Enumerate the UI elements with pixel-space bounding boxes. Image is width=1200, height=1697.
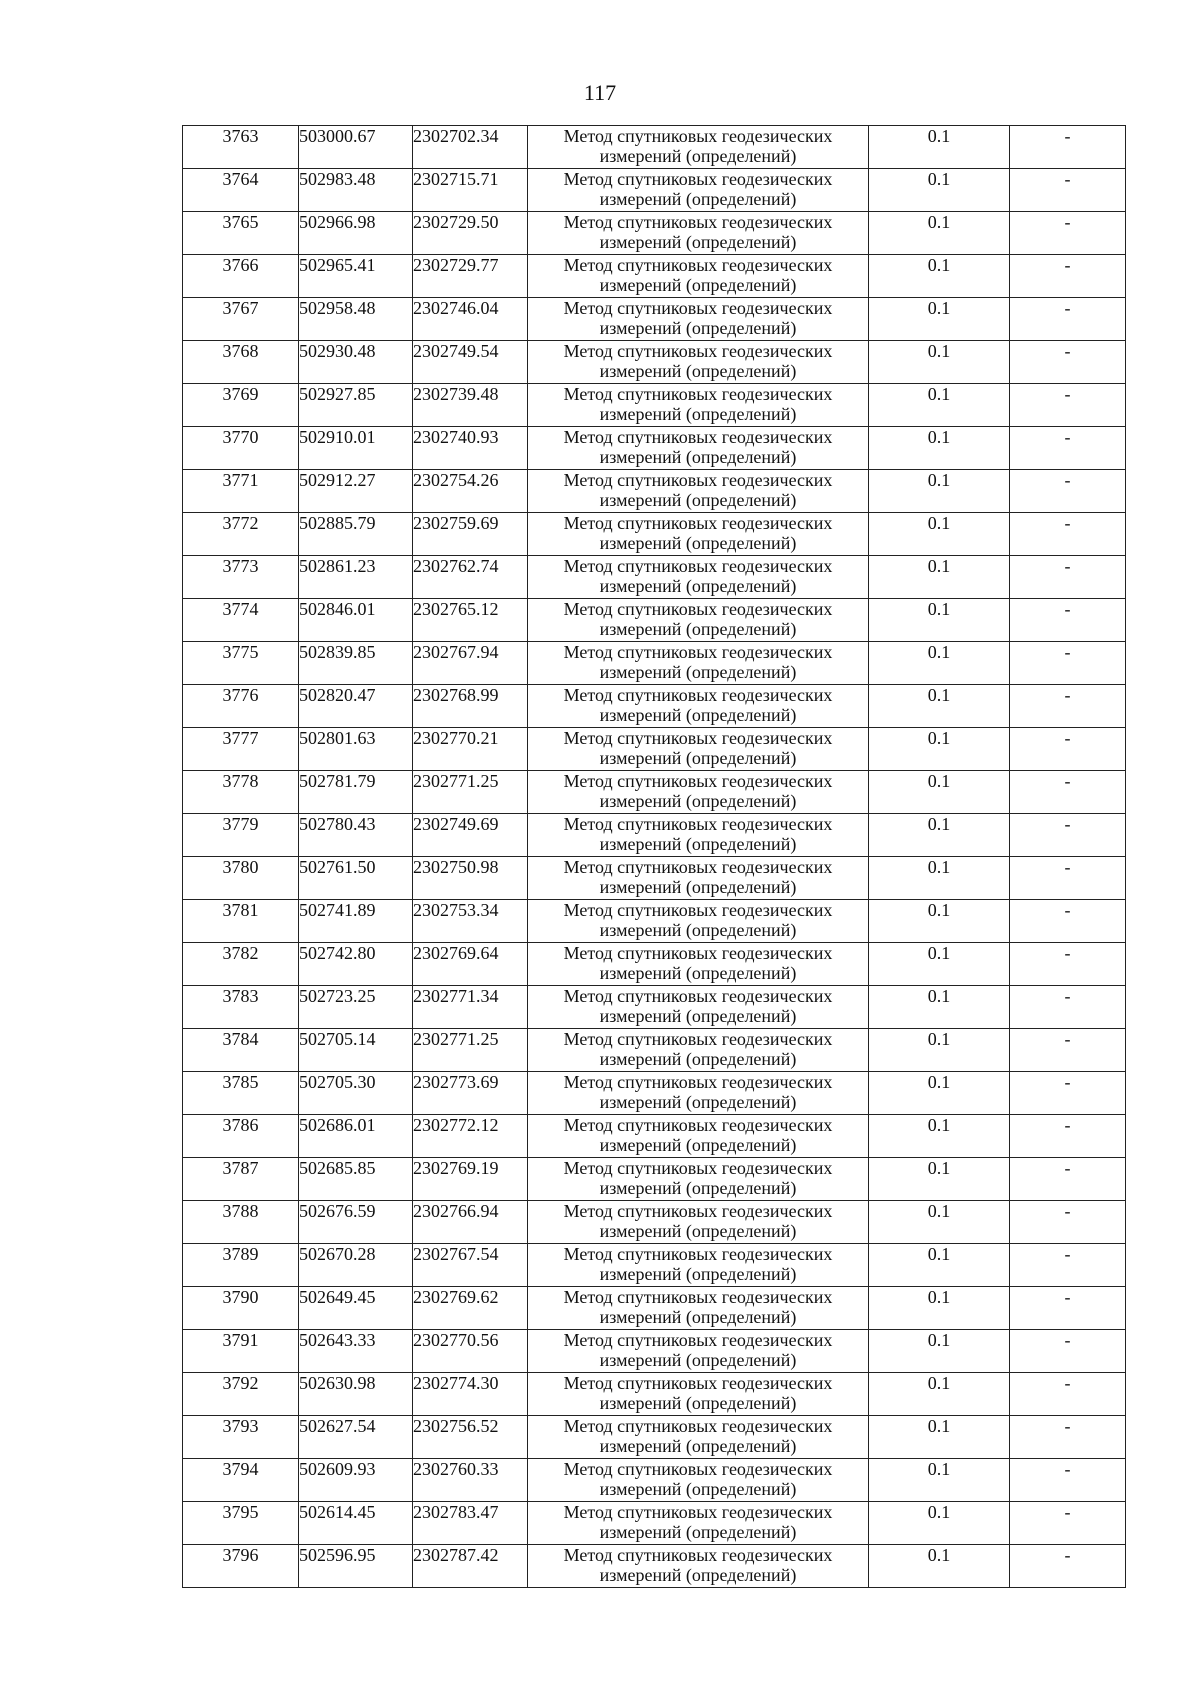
table-row [183, 1201, 1126, 1244]
point-number-cell: 3779 [183, 814, 299, 857]
table-row [183, 1158, 1126, 1201]
x-coordinate-cell: 502649.45 [299, 1287, 413, 1330]
x-coordinate-cell: 502686.01 [299, 1115, 413, 1158]
table-row [183, 556, 1126, 599]
y-coordinate-cell: 2302783.47 [413, 1502, 528, 1545]
table-row [183, 943, 1126, 986]
method-cell: Метод спутниковых геодезических измерений (определений) [528, 384, 869, 427]
method-cell: Метод спутниковых геодезических измерений (определений) [528, 986, 869, 1029]
table-row [183, 341, 1126, 384]
x-coordinate-cell: 502780.43 [299, 814, 413, 857]
method-cell: Метод спутниковых геодезических измерений (определений) [528, 1373, 869, 1416]
description-cell: - [1010, 1029, 1126, 1072]
x-coordinate-cell: 502741.89 [299, 900, 413, 943]
description-cell: - [1010, 1072, 1126, 1115]
y-coordinate-cell: 2302702.34 [413, 126, 528, 169]
y-coordinate-cell: 2302769.64 [413, 943, 528, 986]
method-cell: Метод спутниковых геодезических измерений (определений) [528, 1244, 869, 1287]
y-coordinate-cell: 2302760.33 [413, 1459, 528, 1502]
method-cell: Метод спутниковых геодезических измерений (определений) [528, 1029, 869, 1072]
description-cell: - [1010, 728, 1126, 771]
table-row [183, 1330, 1126, 1373]
point-number-cell: 3764 [183, 169, 299, 212]
accuracy-cell: 0.1 [869, 513, 1010, 556]
accuracy-cell: 0.1 [869, 212, 1010, 255]
x-coordinate-cell: 502670.28 [299, 1244, 413, 1287]
accuracy-cell: 0.1 [869, 814, 1010, 857]
x-coordinate-cell: 502885.79 [299, 513, 413, 556]
method-cell: Метод спутниковых геодезических измерений (определений) [528, 169, 869, 212]
x-coordinate-cell: 502630.98 [299, 1373, 413, 1416]
x-coordinate-cell: 502820.47 [299, 685, 413, 728]
point-number-cell: 3769 [183, 384, 299, 427]
description-cell: - [1010, 470, 1126, 513]
y-coordinate-cell: 2302774.30 [413, 1373, 528, 1416]
point-number-cell: 3796 [183, 1545, 299, 1588]
method-cell: Метод спутниковых геодезических измерений (определений) [528, 1201, 869, 1244]
y-coordinate-cell: 2302756.52 [413, 1416, 528, 1459]
table-body [183, 126, 1126, 1588]
y-coordinate-cell: 2302767.54 [413, 1244, 528, 1287]
accuracy-cell: 0.1 [869, 1201, 1010, 1244]
point-number-cell: 3778 [183, 771, 299, 814]
accuracy-cell: 0.1 [869, 599, 1010, 642]
accuracy-cell: 0.1 [869, 1416, 1010, 1459]
method-cell: Метод спутниковых геодезических измерений (определений) [528, 943, 869, 986]
accuracy-cell: 0.1 [869, 900, 1010, 943]
point-number-cell: 3787 [183, 1158, 299, 1201]
method-cell: Метод спутниковых геодезических измерений (определений) [528, 1287, 869, 1330]
x-coordinate-cell: 502958.48 [299, 298, 413, 341]
description-cell: - [1010, 1115, 1126, 1158]
y-coordinate-cell: 2302769.19 [413, 1158, 528, 1201]
method-cell: Метод спутниковых геодезических измерений (определений) [528, 857, 869, 900]
x-coordinate-cell: 502846.01 [299, 599, 413, 642]
x-coordinate-cell: 502643.33 [299, 1330, 413, 1373]
method-cell: Метод спутниковых геодезических измерений (определений) [528, 728, 869, 771]
description-cell: - [1010, 384, 1126, 427]
table-row [183, 685, 1126, 728]
description-cell: - [1010, 1459, 1126, 1502]
accuracy-cell: 0.1 [869, 1330, 1010, 1373]
x-coordinate-cell: 502781.79 [299, 771, 413, 814]
accuracy-cell: 0.1 [869, 1029, 1010, 1072]
point-number-cell: 3763 [183, 126, 299, 169]
table-row [183, 857, 1126, 900]
y-coordinate-cell: 2302770.21 [413, 728, 528, 771]
x-coordinate-cell: 502927.85 [299, 384, 413, 427]
table-row [183, 1545, 1126, 1588]
accuracy-cell: 0.1 [869, 1244, 1010, 1287]
accuracy-cell: 0.1 [869, 986, 1010, 1029]
point-number-cell: 3777 [183, 728, 299, 771]
point-number-cell: 3766 [183, 255, 299, 298]
x-coordinate-cell: 502676.59 [299, 1201, 413, 1244]
y-coordinate-cell: 2302770.56 [413, 1330, 528, 1373]
method-cell: Метод спутниковых геодезических измерений (определений) [528, 1330, 869, 1373]
point-number-cell: 3772 [183, 513, 299, 556]
x-coordinate-cell: 502627.54 [299, 1416, 413, 1459]
table-row [183, 814, 1126, 857]
method-cell: Метод спутниковых геодезических измерений (определений) [528, 556, 869, 599]
description-cell: - [1010, 1158, 1126, 1201]
point-number-cell: 3785 [183, 1072, 299, 1115]
accuracy-cell: 0.1 [869, 1287, 1010, 1330]
description-cell: - [1010, 556, 1126, 599]
point-number-cell: 3765 [183, 212, 299, 255]
description-cell: - [1010, 642, 1126, 685]
description-cell: - [1010, 255, 1126, 298]
description-cell: - [1010, 986, 1126, 1029]
x-coordinate-cell: 502761.50 [299, 857, 413, 900]
y-coordinate-cell: 2302750.98 [413, 857, 528, 900]
accuracy-cell: 0.1 [869, 943, 1010, 986]
method-cell: Метод спутниковых геодезических измерений (определений) [528, 814, 869, 857]
description-cell: - [1010, 126, 1126, 169]
x-coordinate-cell: 502801.63 [299, 728, 413, 771]
x-coordinate-cell: 502861.23 [299, 556, 413, 599]
description-cell: - [1010, 685, 1126, 728]
accuracy-cell: 0.1 [869, 1115, 1010, 1158]
table-row [183, 1072, 1126, 1115]
point-number-cell: 3771 [183, 470, 299, 513]
point-number-cell: 3783 [183, 986, 299, 1029]
accuracy-cell: 0.1 [869, 685, 1010, 728]
accuracy-cell: 0.1 [869, 126, 1010, 169]
table-row [183, 212, 1126, 255]
method-cell: Метод спутниковых геодезических измерений (определений) [528, 1416, 869, 1459]
accuracy-cell: 0.1 [869, 1373, 1010, 1416]
table-row [183, 427, 1126, 470]
x-coordinate-cell: 502910.01 [299, 427, 413, 470]
table-row [183, 1115, 1126, 1158]
accuracy-cell: 0.1 [869, 771, 1010, 814]
table-row [183, 470, 1126, 513]
accuracy-cell: 0.1 [869, 1459, 1010, 1502]
x-coordinate-cell: 502723.25 [299, 986, 413, 1029]
method-cell: Метод спутниковых геодезических измерений (определений) [528, 1158, 869, 1201]
y-coordinate-cell: 2302765.12 [413, 599, 528, 642]
description-cell: - [1010, 1373, 1126, 1416]
accuracy-cell: 0.1 [869, 255, 1010, 298]
x-coordinate-cell: 502614.45 [299, 1502, 413, 1545]
accuracy-cell: 0.1 [869, 642, 1010, 685]
x-coordinate-cell: 502839.85 [299, 642, 413, 685]
table-row [183, 384, 1126, 427]
point-number-cell: 3786 [183, 1115, 299, 1158]
description-cell: - [1010, 513, 1126, 556]
x-coordinate-cell: 502685.85 [299, 1158, 413, 1201]
method-cell: Метод спутниковых геодезических измерений (определений) [528, 1072, 869, 1115]
table-row [183, 1244, 1126, 1287]
description-cell: - [1010, 857, 1126, 900]
accuracy-cell: 0.1 [869, 1545, 1010, 1588]
point-number-cell: 3774 [183, 599, 299, 642]
method-cell: Метод спутниковых геодезических измерений (определений) [528, 470, 869, 513]
point-number-cell: 3768 [183, 341, 299, 384]
description-cell: - [1010, 943, 1126, 986]
table-row [183, 900, 1126, 943]
description-cell: - [1010, 814, 1126, 857]
point-number-cell: 3788 [183, 1201, 299, 1244]
point-number-cell: 3776 [183, 685, 299, 728]
point-number-cell: 3773 [183, 556, 299, 599]
method-cell: Метод спутниковых геодезических измерений (определений) [528, 1115, 869, 1158]
description-cell: - [1010, 212, 1126, 255]
y-coordinate-cell: 2302740.93 [413, 427, 528, 470]
point-number-cell: 3775 [183, 642, 299, 685]
accuracy-cell: 0.1 [869, 1072, 1010, 1115]
point-number-cell: 3793 [183, 1416, 299, 1459]
point-number-cell: 3767 [183, 298, 299, 341]
y-coordinate-cell: 2302749.54 [413, 341, 528, 384]
description-cell: - [1010, 1330, 1126, 1373]
table-row [183, 255, 1126, 298]
accuracy-cell: 0.1 [869, 169, 1010, 212]
y-coordinate-cell: 2302715.71 [413, 169, 528, 212]
method-cell: Метод спутниковых геодезических измерений (определений) [528, 642, 869, 685]
point-number-cell: 3790 [183, 1287, 299, 1330]
point-number-cell: 3770 [183, 427, 299, 470]
y-coordinate-cell: 2302746.04 [413, 298, 528, 341]
accuracy-cell: 0.1 [869, 384, 1010, 427]
y-coordinate-cell: 2302771.25 [413, 771, 528, 814]
method-cell: Метод спутниковых геодезических измерений (определений) [528, 1545, 869, 1588]
description-cell: - [1010, 1502, 1126, 1545]
method-cell: Метод спутниковых геодезических измерений (определений) [528, 212, 869, 255]
x-coordinate-cell: 502705.30 [299, 1072, 413, 1115]
description-cell: - [1010, 599, 1126, 642]
table-row [183, 298, 1126, 341]
method-cell: Метод спутниковых геодезических измерений (определений) [528, 1459, 869, 1502]
description-cell: - [1010, 427, 1126, 470]
description-cell: - [1010, 298, 1126, 341]
accuracy-cell: 0.1 [869, 470, 1010, 513]
accuracy-cell: 0.1 [869, 1158, 1010, 1201]
y-coordinate-cell: 2302754.26 [413, 470, 528, 513]
x-coordinate-cell: 502930.48 [299, 341, 413, 384]
point-number-cell: 3780 [183, 857, 299, 900]
accuracy-cell: 0.1 [869, 1502, 1010, 1545]
description-cell: - [1010, 1201, 1126, 1244]
point-number-cell: 3781 [183, 900, 299, 943]
method-cell: Метод спутниковых геодезических измерений (определений) [528, 126, 869, 169]
x-coordinate-cell: 503000.67 [299, 126, 413, 169]
x-coordinate-cell: 502596.95 [299, 1545, 413, 1588]
point-number-cell: 3782 [183, 943, 299, 986]
y-coordinate-cell: 2302773.69 [413, 1072, 528, 1115]
table-row [183, 1416, 1126, 1459]
x-coordinate-cell: 502609.93 [299, 1459, 413, 1502]
y-coordinate-cell: 2302767.94 [413, 642, 528, 685]
method-cell: Метод спутниковых геодезических измерений (определений) [528, 255, 869, 298]
table-row [183, 986, 1126, 1029]
table-row [183, 771, 1126, 814]
table-row [183, 513, 1126, 556]
accuracy-cell: 0.1 [869, 728, 1010, 771]
y-coordinate-cell: 2302762.74 [413, 556, 528, 599]
table-row [183, 169, 1126, 212]
page-number: 117 [583, 80, 617, 105]
y-coordinate-cell: 2302772.12 [413, 1115, 528, 1158]
y-coordinate-cell: 2302771.25 [413, 1029, 528, 1072]
description-cell: - [1010, 771, 1126, 814]
point-number-cell: 3789 [183, 1244, 299, 1287]
x-coordinate-cell: 502912.27 [299, 470, 413, 513]
y-coordinate-cell: 2302769.62 [413, 1287, 528, 1330]
table-row [183, 1029, 1126, 1072]
x-coordinate-cell: 502742.80 [299, 943, 413, 986]
point-number-cell: 3794 [183, 1459, 299, 1502]
description-cell: - [1010, 1287, 1126, 1330]
description-cell: - [1010, 1244, 1126, 1287]
x-coordinate-cell: 502965.41 [299, 255, 413, 298]
table-row [183, 126, 1126, 169]
table-row [183, 1287, 1126, 1330]
method-cell: Метод спутниковых геодезических измерений (определений) [528, 685, 869, 728]
table-row [183, 599, 1126, 642]
method-cell: Метод спутниковых геодезических измерений (определений) [528, 341, 869, 384]
table-row [183, 728, 1126, 771]
y-coordinate-cell: 2302729.50 [413, 212, 528, 255]
description-cell: - [1010, 1416, 1126, 1459]
table-row [183, 642, 1126, 685]
y-coordinate-cell: 2302749.69 [413, 814, 528, 857]
method-cell: Метод спутниковых геодезических измерений (определений) [528, 427, 869, 470]
table-row [183, 1502, 1126, 1545]
x-coordinate-cell: 502966.98 [299, 212, 413, 255]
method-cell: Метод спутниковых геодезических измерений (определений) [528, 771, 869, 814]
method-cell: Метод спутниковых геодезических измерений (определений) [528, 1502, 869, 1545]
table-row [183, 1459, 1126, 1502]
accuracy-cell: 0.1 [869, 298, 1010, 341]
method-cell: Метод спутниковых геодезических измерений (определений) [528, 900, 869, 943]
y-coordinate-cell: 2302759.69 [413, 513, 528, 556]
method-cell: Метод спутниковых геодезических измерений (определений) [528, 599, 869, 642]
x-coordinate-cell: 502705.14 [299, 1029, 413, 1072]
y-coordinate-cell: 2302771.34 [413, 986, 528, 1029]
description-cell: - [1010, 341, 1126, 384]
description-cell: - [1010, 1545, 1126, 1588]
y-coordinate-cell: 2302729.77 [413, 255, 528, 298]
point-number-cell: 3792 [183, 1373, 299, 1416]
y-coordinate-cell: 2302768.99 [413, 685, 528, 728]
y-coordinate-cell: 2302787.42 [413, 1545, 528, 1588]
x-coordinate-cell: 502983.48 [299, 169, 413, 212]
y-coordinate-cell: 2302739.48 [413, 384, 528, 427]
description-cell: - [1010, 169, 1126, 212]
point-number-cell: 3791 [183, 1330, 299, 1373]
point-number-cell: 3784 [183, 1029, 299, 1072]
method-cell: Метод спутниковых геодезических измерений (определений) [528, 298, 869, 341]
accuracy-cell: 0.1 [869, 556, 1010, 599]
description-cell: - [1010, 900, 1126, 943]
y-coordinate-cell: 2302766.94 [413, 1201, 528, 1244]
accuracy-cell: 0.1 [869, 427, 1010, 470]
method-cell: Метод спутниковых геодезических измерений (определений) [528, 513, 869, 556]
accuracy-cell: 0.1 [869, 341, 1010, 384]
y-coordinate-cell: 2302753.34 [413, 900, 528, 943]
point-number-cell: 3795 [183, 1502, 299, 1545]
accuracy-cell: 0.1 [869, 857, 1010, 900]
coordinates-table [182, 125, 1126, 1588]
table-row [183, 1373, 1126, 1416]
